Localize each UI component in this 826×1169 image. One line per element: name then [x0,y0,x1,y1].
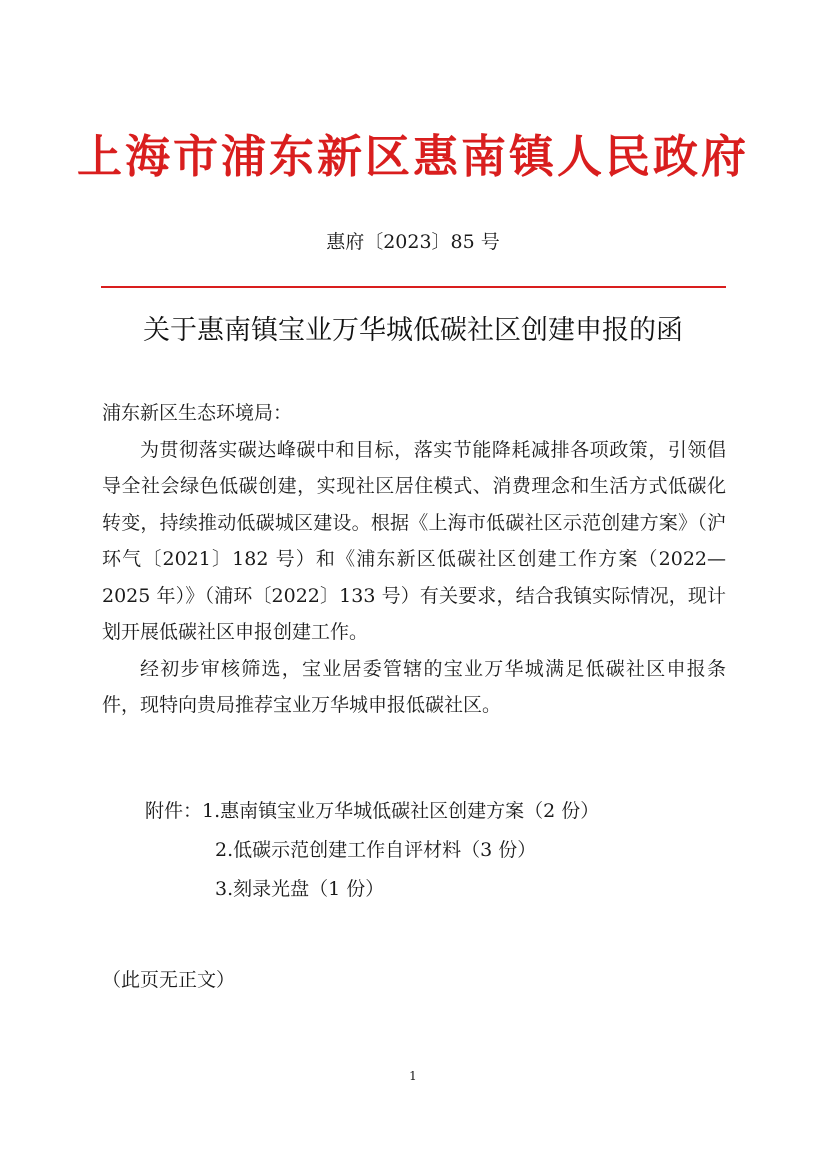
issuer-masthead: 上海市浦东新区惠南镇人民政府 [76,130,749,183]
attachment-item [145,792,599,831]
attachment-text: 3.刻录光盘（1 份） [215,878,385,900]
letter-body [102,395,726,724]
body-paragraph: 经初步审核筛选，宝业居委管辖的宝业万华城满足低碳社区申报条件，现特向贵局推荐宝业万华城申报低碳社区。 [102,657,726,716]
attachments-label: 附件： [145,800,203,822]
page-number: 1 [409,1069,417,1083]
body-paragraph: 为贯彻落实碳达峰碳中和目标，落实节能降耗减排各项政策，引领倡导全社会绿色低碳创建，实现社区居住模式、消费理念和生活方式低碳化转变，持续推动低碳城区建设。根据《上海市低碳社区示范创建方案》（沪环气〔2021〕182 号）和《浦东新区低碳社区创建工作方案（2022—2025 年）》（浦环〔2022〕133 号）有关要求，结合我镇实际情况，现计划开展低碳社区申报创建工作。 [102,438,726,643]
attachments-list [145,792,599,909]
no-body-text-note: （此页无正文） [102,969,236,991]
document-number: 惠府〔2023〕85 号 [326,231,500,253]
attachment-item [145,870,599,909]
attachment-item [145,831,599,870]
salutation: 浦东新区生态环境局： [102,402,293,424]
attachment-text: 1.惠南镇宝业万华城低碳社区创建方案（2 份） [202,800,600,822]
red-divider-line [101,286,726,288]
attachment-text: 2.低碳示范创建工作自评材料（3 份） [215,839,537,861]
document-title: 关于惠南镇宝业万华城低碳社区创建申报的函 [143,315,683,346]
